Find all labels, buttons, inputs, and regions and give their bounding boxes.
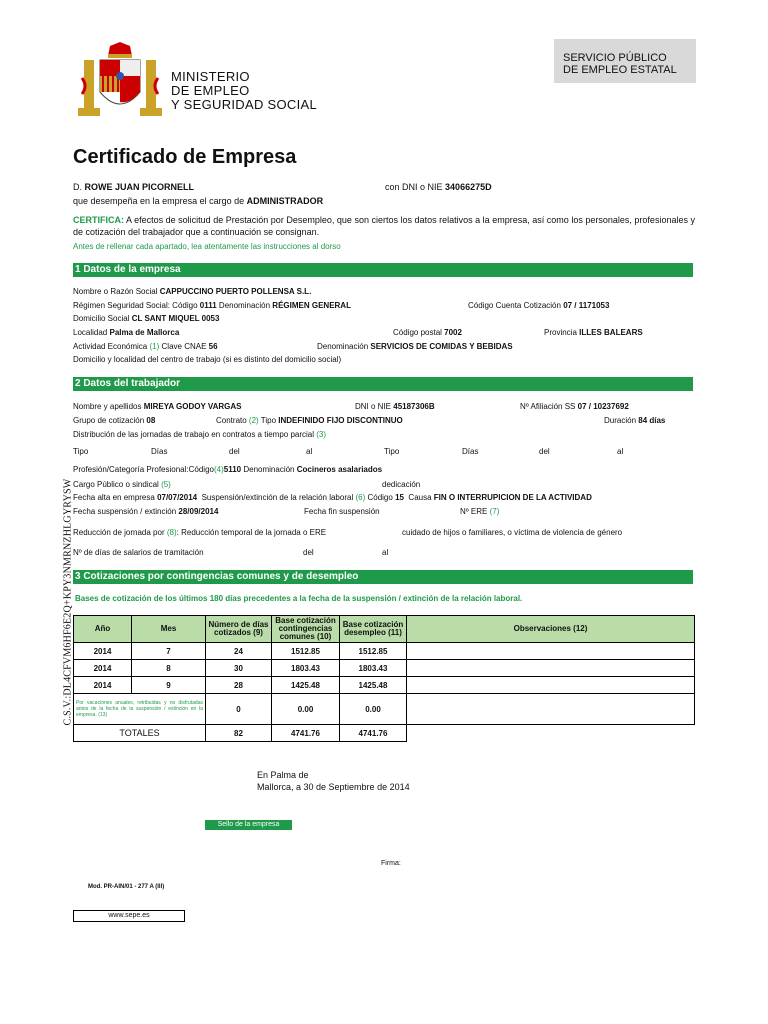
totales-label: TOTALES — [74, 725, 206, 742]
declarant-name: ROWE JUAN PICORNELL — [84, 182, 195, 192]
cp-row — [393, 328, 462, 337]
ere-label: Nº ERE — [460, 507, 488, 516]
declarant-row — [73, 182, 194, 192]
total-base-desempleo: 4741.76 — [340, 725, 407, 742]
actividad-label: Actividad Económica — [73, 342, 148, 351]
fecha-susp-row — [73, 507, 218, 516]
causa-label: Causa — [408, 493, 432, 502]
table-header-row — [74, 616, 695, 643]
distribucion-row — [73, 430, 326, 439]
ministry-line-1: MINISTERIO — [171, 69, 250, 84]
section-3-header — [73, 570, 693, 584]
ccc-label: Código Cuenta Cotización — [468, 301, 561, 310]
page-title: Certificado de Empresa — [73, 146, 297, 168]
cotizaciones-table — [73, 615, 695, 742]
actividad-den-row — [317, 342, 513, 351]
salarios-label: Nº de días de salarios de tramitación — [73, 548, 204, 557]
trabajador-dni-label: DNI o NIE — [355, 402, 392, 411]
certifica-text: A efectos de solicitud de Prestación por Desempleo, que son ciertos los datos relativos a la empresa, así como los personales, profesionales y de cotización del trabajador que a continuación se consignan. — [73, 215, 695, 237]
cell-ano: 2014 — [74, 660, 132, 677]
cargo-row — [73, 196, 323, 206]
jornada-del-2: del — [539, 447, 550, 456]
duracion-value: 84 días — [638, 416, 666, 425]
regimen-name: RÉGIMEN GENERAL — [272, 301, 351, 310]
modelo-code: Mod. PR-AIN/01 - 277 A (III) — [88, 884, 165, 890]
cell-ano: 2014 — [74, 643, 132, 660]
csv-code: C.S.V.:DL4CFVM6HF6E2Q+KPY3NMRNZHLGYRYSW — [62, 478, 74, 726]
contrato-label: Contrato — [216, 416, 247, 425]
duracion-label: Duración — [604, 416, 637, 425]
header-observaciones: Observaciones (12) — [407, 616, 695, 643]
regimen-den-label: Denominación — [218, 301, 271, 310]
regimen-row — [73, 301, 351, 310]
grupo-row — [73, 416, 155, 425]
profesion-row — [73, 465, 382, 474]
provincia-value: ILLES BALEARS — [579, 328, 643, 337]
declarant-dni — [385, 182, 492, 192]
sepe-name — [563, 52, 677, 76]
ccc-row — [468, 301, 609, 310]
lugar-line-2: Mallorca, a 30 de Septiembre de 2014 — [257, 782, 410, 792]
grupo-value: 08 — [146, 416, 156, 425]
profesion-code: 5110 — [223, 465, 242, 474]
domicilio-value: CL SANT MIQUEL 0053 — [131, 314, 220, 323]
cell-dias: 24 — [206, 643, 272, 660]
section-3-title: 3 Cotizaciones por contingencias comunes y de desempleo — [75, 571, 359, 582]
section-1-header — [73, 263, 693, 277]
causa-value: FIN O INTERRUPICION DE LA ACTIVIDAD — [433, 493, 592, 502]
fecha-alta-row — [73, 493, 592, 502]
jornada-tipo-2: Tipo — [384, 447, 400, 456]
vacaciones-observaciones — [407, 694, 695, 725]
certifica-paragraph — [73, 214, 695, 238]
localidad-value: Palma de Mallorca — [109, 328, 180, 337]
ministry-line-2: DE EMPLEO — [171, 83, 250, 98]
cell-mes: 8 — [132, 660, 206, 677]
lugar-fecha — [257, 769, 410, 793]
cell-base-comunes: 1803.43 — [272, 660, 340, 677]
cell-observaciones — [407, 660, 695, 677]
cell-mes: 9 — [132, 677, 206, 694]
actividad-den-label: Denominación — [317, 342, 369, 351]
cuidado-text: cuidado de hijos o familiares, o víctima de violencia de género — [402, 528, 623, 537]
vacaciones-row — [74, 694, 695, 725]
cargo-publico-row — [73, 480, 171, 489]
ministry-line-3: Y SEGURIDAD SOCIAL — [171, 97, 318, 112]
trabajador-nombre-label: Nombre y apellidos — [73, 402, 142, 411]
profesion-den-label: Denominación — [243, 465, 295, 474]
vacaciones-dias: 0 — [206, 694, 272, 725]
cell-mes: 7 — [132, 643, 206, 660]
actividad-den-value: SERVICIOS DE COMIDAS Y BEBIDAS — [370, 342, 513, 351]
sepe-line-2: DE EMPLEO ESTATAL — [563, 64, 677, 76]
afiliacion-row — [520, 402, 629, 411]
distribucion-label: Distribución de las jornadas de trabajo en contratos a tiempo parcial — [73, 430, 315, 439]
cnae-value: 56 — [208, 342, 218, 351]
reduccion-label: Reducción de jornada por — [73, 528, 165, 537]
header-base-desempleo: Base cotización desempleo (11) — [340, 616, 407, 643]
table-row — [74, 677, 695, 694]
distribucion-ref: (3) — [316, 430, 327, 439]
centro-trabajo-label: Domicilio y localidad del centro de trabajo (si es distinto del domicilio social) — [73, 355, 342, 364]
ccc-value: 07 / 1171053 — [563, 301, 610, 310]
fecha-susp-label: Fecha suspensión / extinción — [73, 507, 177, 516]
tipo-value: INDEFINIDO FIJO DISCONTINUO — [278, 416, 403, 425]
reduccion-text: : Reducción temporal de la jornada o ERE — [176, 528, 327, 537]
cp-label: Código postal — [393, 328, 442, 337]
cargo-publico-ref: (5) — [161, 480, 171, 489]
duracion-row — [604, 416, 665, 425]
dedicacion-label: dedicación — [382, 480, 421, 489]
coat-of-arms-logo — [78, 42, 162, 120]
jornada-tipo-1: Tipo — [73, 447, 89, 456]
cargo-label: que desempeña en la empresa el cargo de — [73, 196, 245, 206]
cell-observaciones — [407, 643, 695, 660]
localidad-label: Localidad — [73, 328, 108, 337]
trabajador-nombre: MIREYA GODOY VARGAS — [143, 402, 242, 411]
header-ano: Año — [74, 616, 132, 643]
fecha-susp-value: 28/09/2014 — [178, 507, 219, 516]
header-mes: Mes — [132, 616, 206, 643]
provincia-row — [544, 328, 643, 337]
razon-value: CAPPUCCINO PUERTO POLLENSA S.L. — [159, 287, 312, 296]
jornada-dias-1: Días — [151, 447, 168, 456]
cnae-label: Clave CNAE — [161, 342, 207, 351]
cell-base-desempleo: 1803.43 — [340, 660, 407, 677]
instructions-note: Antes de rellenar cada apartado, lea atentamente las instrucciones al dorso — [73, 242, 341, 251]
jornada-al-1: al — [306, 447, 313, 456]
cargo-value: ADMINISTRADOR — [246, 196, 324, 206]
cell-base-desempleo: 1512.85 — [340, 643, 407, 660]
section-2-header — [73, 377, 693, 391]
ere-row — [460, 507, 499, 516]
vacaciones-base-desempleo: 0.00 — [340, 694, 407, 725]
actividad-ref: (1) — [149, 342, 160, 351]
cp-value: 7002 — [444, 328, 462, 337]
sepe-url: www.sepe.es — [73, 910, 185, 922]
cell-ano: 2014 — [74, 677, 132, 694]
cell-dias: 28 — [206, 677, 272, 694]
cell-base-comunes: 1425.48 — [272, 677, 340, 694]
contrato-ref: (2) — [248, 416, 259, 425]
trabajador-nombre-row — [73, 402, 242, 411]
totales-empty — [407, 725, 695, 742]
section-2-title: 2 Datos del trabajador — [75, 378, 181, 389]
profesion-label: Profesión/Categoría Profesional:Código — [73, 465, 214, 474]
codigo-value: 15 — [395, 493, 404, 502]
sello-empresa-label: Sello de la empresa — [205, 820, 292, 830]
fecha-fin-label: Fecha fin suspensión — [304, 507, 380, 516]
total-dias: 82 — [206, 725, 272, 742]
cell-base-desempleo: 1425.48 — [340, 677, 407, 694]
reduccion-ref: (8) — [166, 528, 177, 537]
cell-base-comunes: 1512.85 — [272, 643, 340, 660]
razon-social-row — [73, 287, 311, 296]
totales-row — [74, 725, 695, 742]
domicilio-row — [73, 314, 219, 323]
table-row — [74, 660, 695, 677]
lugar-line-1: En Palma de — [257, 770, 309, 780]
jornada-del-1: del — [229, 447, 240, 456]
cell-dias: 30 — [206, 660, 272, 677]
cargo-publico-label: Cargo Público o sindical — [73, 480, 159, 489]
certifica-label: CERTIFICA: — [73, 215, 124, 225]
codigo-label: Código — [367, 493, 393, 502]
jornada-dias-2: Días — [462, 447, 479, 456]
sepe-line-1: SERVICIO PÚBLICO — [563, 52, 667, 64]
section-1-title: 1 Datos de la empresa — [75, 264, 181, 275]
afiliacion-label: Nº Afiliación SS — [520, 402, 576, 411]
vacaciones-note: Por vacaciones anuales, retribuidas y no disfrutadas antes de la fecha de la suspensión / extinción en la empresa. (13) — [74, 694, 206, 725]
ere-ref: (7) — [489, 507, 500, 516]
regimen-label: Régimen Seguridad Social: Código — [73, 301, 198, 310]
trabajador-dni-row — [355, 402, 435, 411]
domicilio-label: Domicilio Social — [73, 314, 130, 323]
total-base-comunes: 4741.76 — [272, 725, 340, 742]
profesion-ref: (4) — [213, 465, 224, 474]
salarios-del-label: del — [303, 548, 314, 557]
localidad-row — [73, 328, 179, 337]
dni-label: con DNI o NIE — [385, 182, 443, 192]
table-row — [74, 643, 695, 660]
dni-value: 34066275D — [445, 182, 492, 192]
provincia-label: Provincia — [544, 328, 577, 337]
header-dias: Número de días cotizados (9) — [206, 616, 272, 643]
jornada-al-2: al — [617, 447, 624, 456]
ministry-name — [171, 70, 317, 112]
trabajador-dni: 45187306B — [393, 402, 435, 411]
cell-observaciones — [407, 677, 695, 694]
profesion-den: Cocineros asalariados — [296, 465, 383, 474]
fecha-alta-value: 07/07/2014 — [157, 493, 198, 502]
suspension-ref: (6) — [355, 493, 366, 502]
afiliacion-value: 07 / 10237692 — [577, 402, 629, 411]
d-label: D. — [73, 182, 82, 192]
reduccion-row — [73, 528, 326, 537]
regimen-code: 0111 — [199, 301, 217, 310]
section-3-subtitle: Bases de cotización de los últimos 180 días precedentes a la fecha de la suspensión / extinción de la relación laboral. — [75, 594, 523, 603]
jornada-headers — [73, 447, 693, 457]
contrato-row — [216, 416, 403, 425]
tipo-label: Tipo — [260, 416, 277, 425]
salarios-al-label: al — [382, 548, 389, 557]
razon-label: Nombre o Razón Social — [73, 287, 158, 296]
suspension-label: Suspensión/extinción de la relación laboral — [201, 493, 354, 502]
fecha-alta-label: Fecha alta en empresa — [73, 493, 155, 502]
actividad-row — [73, 342, 218, 351]
firma-label: Firma: — [381, 860, 401, 867]
grupo-label: Grupo de cotización — [73, 416, 145, 425]
header-base-comunes: Base cotización contingencias comunes (10) — [272, 616, 340, 643]
vacaciones-base-comunes: 0.00 — [272, 694, 340, 725]
